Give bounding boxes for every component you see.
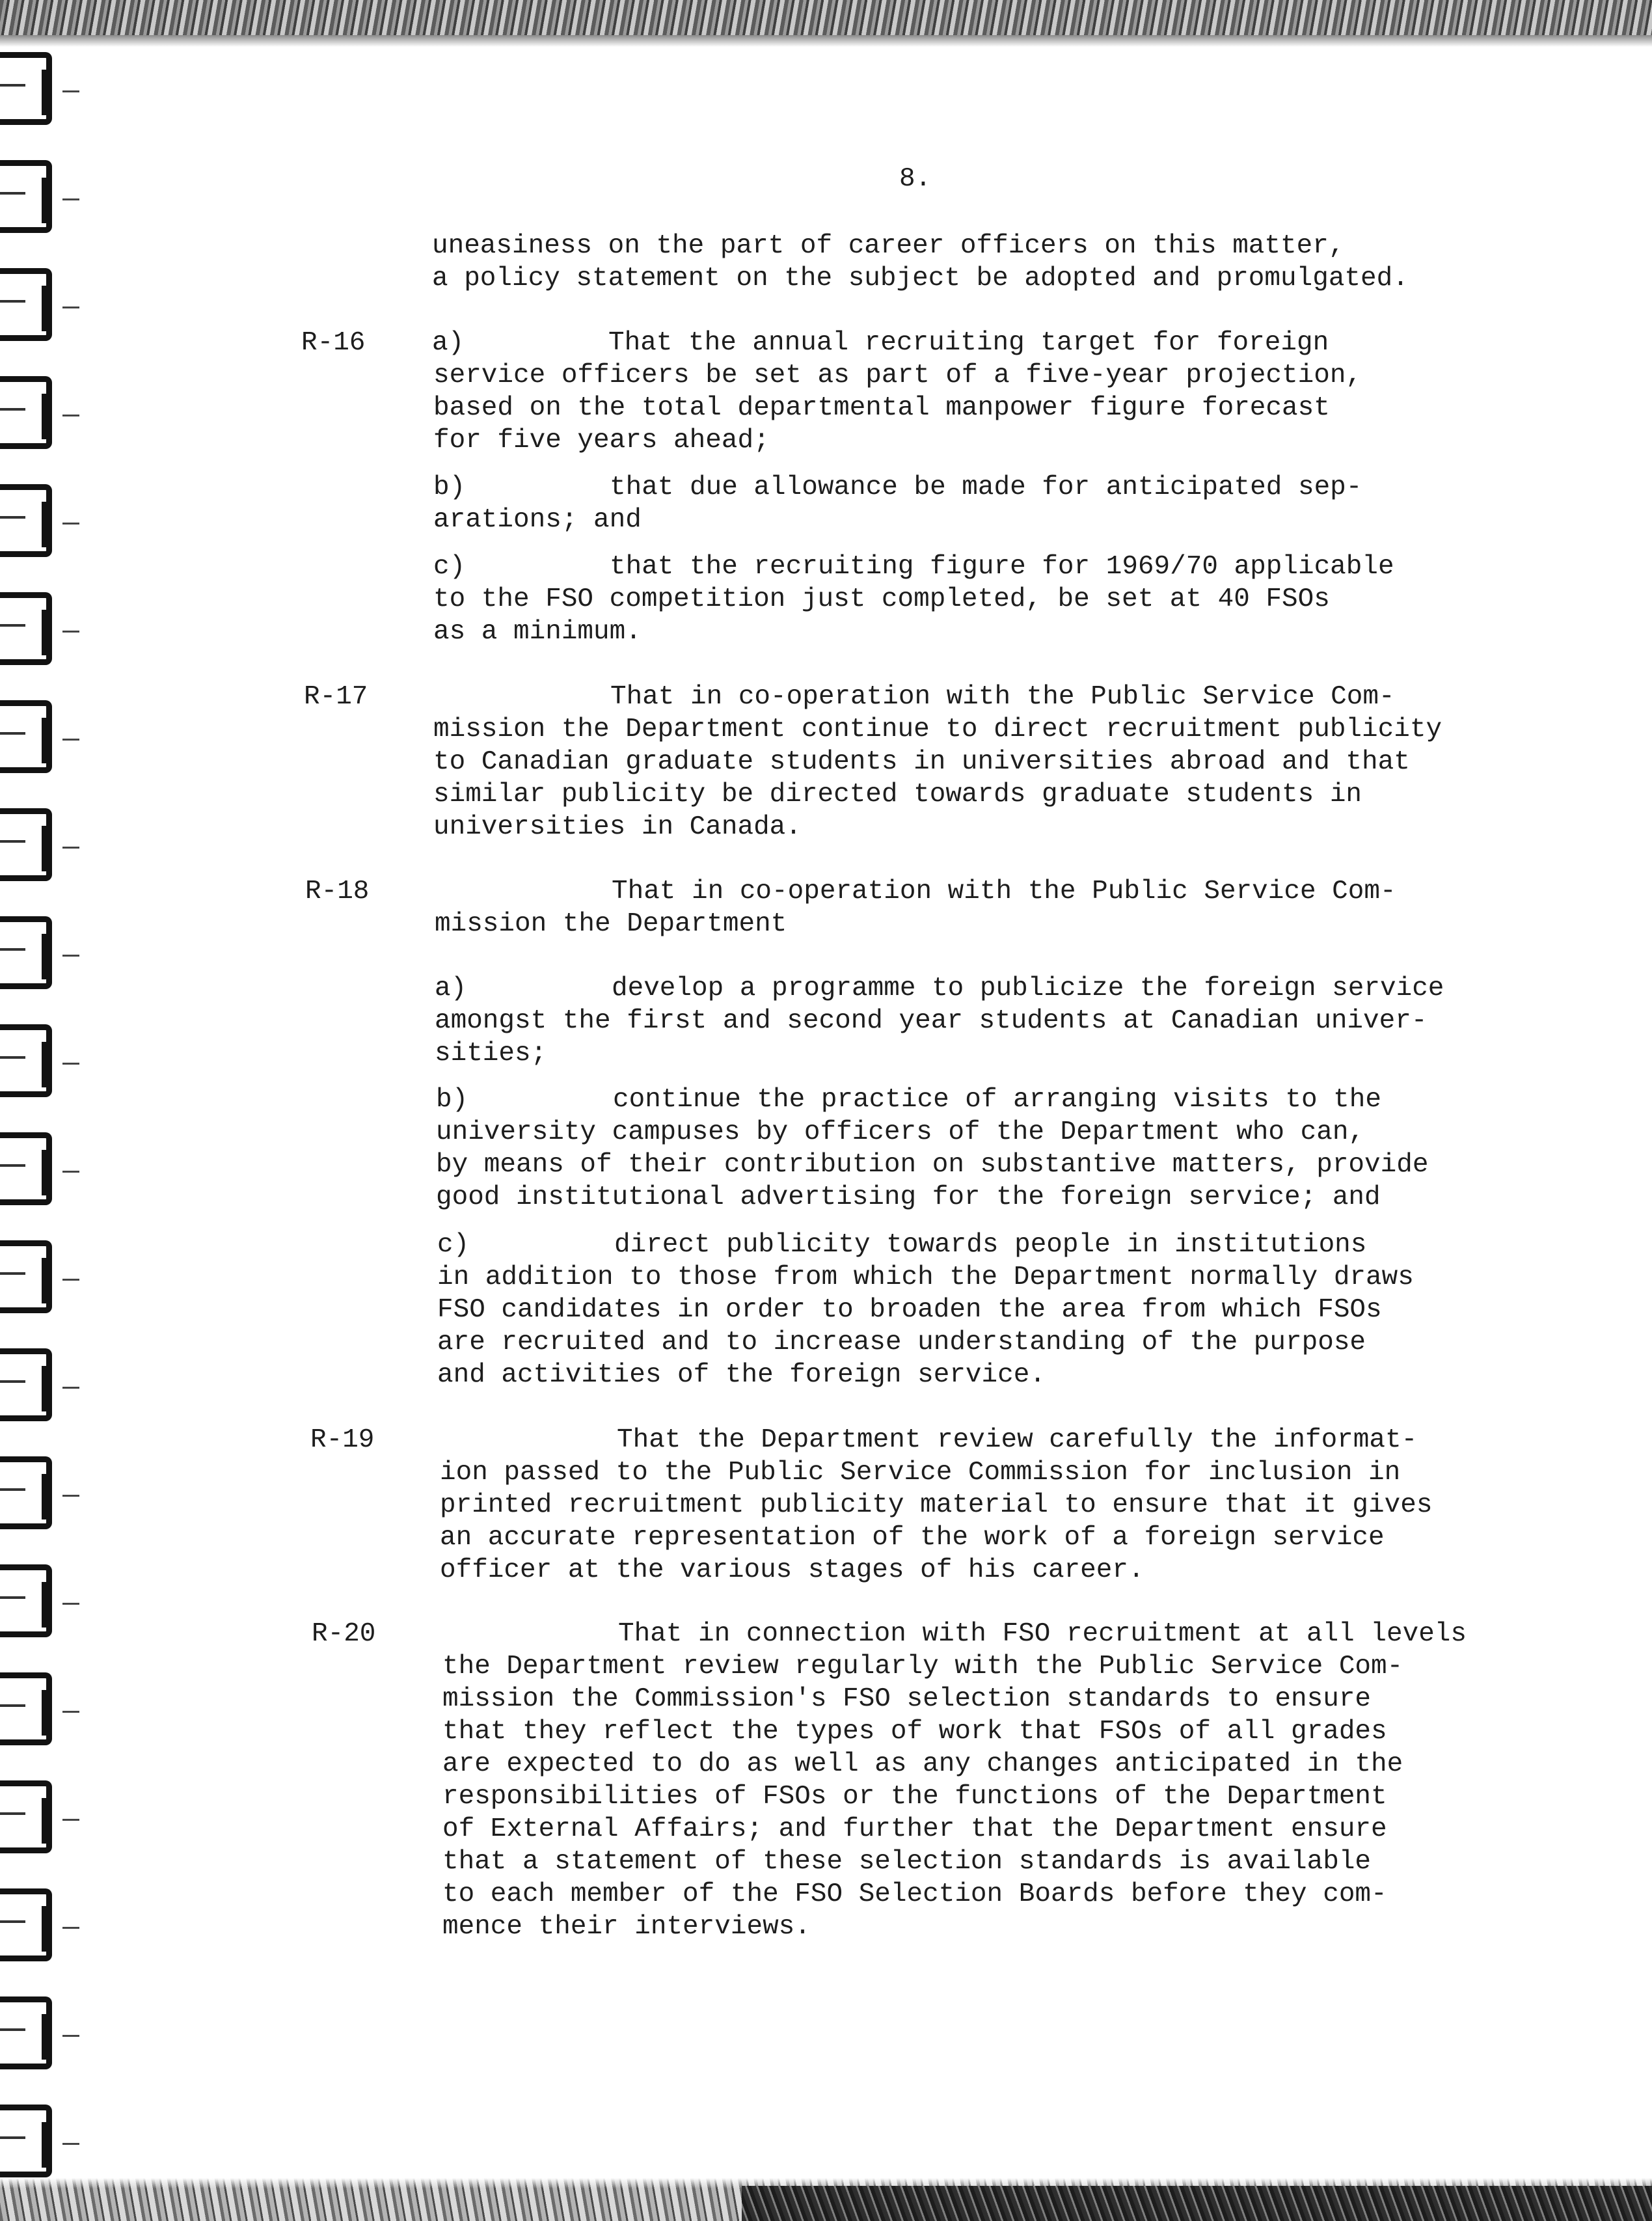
binding-ring-tick — [62, 739, 79, 741]
paragraph-marker: c) — [433, 552, 466, 582]
binding-ring-tick — [62, 847, 79, 849]
recommendation-line: That in connection with FSO recruitment at all levels — [618, 1619, 1467, 1649]
binding-ring-stub — [0, 1056, 25, 1059]
binding-ring-tab — [42, 826, 52, 871]
recommendation-line: printed recruitment publicity material to ensure that it gives — [440, 1490, 1433, 1520]
spiral-binding — [0, 52, 91, 2173]
binding-ring — [0, 1780, 52, 1853]
recommendation-line: direct publicity towards people in institutions — [614, 1230, 1367, 1260]
recommendation-line: responsibilities of FSOs or the functions of the Department — [442, 1782, 1387, 1812]
recommendation-line: to each member of the FSO Selection Boards before they com- — [442, 1879, 1387, 1909]
recommendation-line: that they reflect the types of work that FSOs of all grades — [442, 1717, 1387, 1747]
binding-ring-tick — [62, 1387, 79, 1389]
binding-ring — [0, 52, 52, 125]
binding-ring — [0, 916, 52, 989]
binding-ring — [0, 1672, 52, 1745]
binding-ring-stub — [0, 1164, 25, 1167]
binding-ring-tick — [62, 1495, 79, 1497]
scan-edge-top — [0, 0, 1652, 47]
binding-ring — [0, 1132, 52, 1205]
binding-ring-tab — [42, 1906, 52, 1952]
recommendation-label: R-16 — [301, 328, 366, 358]
recommendation-line: That in co-operation with the Public Service Com- — [610, 682, 1395, 712]
binding-ring-tab — [42, 1150, 52, 1195]
recommendation-line: That in co-operation with the Public Service Com- — [612, 877, 1396, 906]
recommendation-line: that due allowance be made for anticipated sep- — [610, 472, 1362, 502]
binding-ring-tab — [42, 286, 52, 331]
binding-ring-tab — [42, 394, 52, 439]
recommendation-line: service officers be set as part of a five-year projection, — [433, 361, 1362, 390]
binding-ring-tab — [42, 1366, 52, 1411]
paragraph-marker: b) — [436, 1085, 468, 1115]
binding-ring-stub — [0, 516, 25, 519]
paragraph-marker: a) — [435, 974, 467, 1003]
recommendation-label: R-20 — [312, 1619, 376, 1649]
recommendation-line: that a statement of these selection standards is available — [442, 1847, 1372, 1877]
binding-ring-tab — [42, 718, 52, 763]
recommendation-line: to Canadian graduate students in universities abroad and that — [433, 747, 1410, 777]
binding-ring-tick — [62, 415, 79, 416]
recommendation-line: to the FSO competition just completed, be set at 40 FSOs — [433, 584, 1330, 614]
binding-ring-stub — [0, 624, 25, 627]
binding-ring-tick — [62, 1279, 79, 1281]
recommendation-line: mission the Commission's FSO selection standards to ensure — [442, 1684, 1372, 1714]
recommendation-label: R-19 — [310, 1425, 375, 1455]
binding-ring — [0, 1888, 52, 1961]
recommendation-line: amongst the first and second year students at Canadian univer- — [435, 1006, 1428, 1036]
binding-ring-tick — [62, 1171, 79, 1173]
binding-ring — [0, 1564, 52, 1637]
scan-edge-shadow — [742, 2186, 1652, 2221]
binding-ring-tab — [42, 1690, 52, 1736]
binding-ring — [0, 1996, 52, 2069]
binding-ring-stub — [0, 192, 25, 195]
recommendation-line: are recruited and to increase understanding of the purpose — [437, 1328, 1366, 1357]
recommendation-line: ion passed to the Public Service Commission for inclusion in — [440, 1458, 1401, 1488]
binding-ring — [0, 808, 52, 881]
recommendation-line: as a minimum. — [433, 617, 642, 647]
scan-edge-bottom — [0, 2178, 1652, 2221]
binding-ring-tab — [42, 2122, 52, 2168]
recommendation-line: officer at the various stages of his career. — [440, 1555, 1144, 1585]
binding-ring-tick — [62, 631, 79, 633]
recommendation-line: that the recruiting figure for 1969/70 applicable — [610, 552, 1394, 582]
recommendation-line: similar publicity be directed towards graduate students in — [433, 780, 1362, 810]
binding-ring-tab — [42, 934, 52, 979]
binding-ring-tab — [42, 70, 52, 115]
recommendation-line: sities; — [435, 1039, 547, 1069]
binding-ring-tick — [62, 90, 79, 92]
recommendation-line: FSO candidates in order to broaden the area from which FSOs — [437, 1295, 1382, 1325]
binding-ring-stub — [0, 1812, 25, 1815]
binding-ring — [0, 160, 52, 233]
intro-line: uneasiness on the part of career officers on this matter, — [432, 231, 1345, 261]
binding-ring-stub — [0, 300, 25, 303]
binding-ring — [0, 1024, 52, 1097]
recommendation-line: are expected to do as well as any changes anticipated in the — [442, 1749, 1403, 1779]
binding-ring — [0, 700, 52, 773]
recommendation-line: based on the total departmental manpower figure forecast — [433, 393, 1330, 423]
binding-ring-stub — [0, 840, 25, 843]
binding-ring-tab — [42, 1474, 52, 1519]
binding-ring — [0, 1240, 52, 1313]
binding-ring — [0, 2105, 52, 2177]
recommendation-line: good institutional advertising for the foreign service; and — [436, 1182, 1381, 1212]
binding-ring-tick — [62, 307, 79, 308]
binding-ring-stub — [0, 948, 25, 951]
binding-ring-tab — [42, 1582, 52, 1628]
binding-ring-tick — [62, 523, 79, 525]
binding-ring-tick — [62, 1711, 79, 1713]
binding-ring-tab — [42, 502, 52, 547]
binding-ring-stub — [0, 1380, 25, 1383]
binding-ring-stub — [0, 84, 25, 87]
binding-ring-tick — [62, 955, 79, 957]
binding-ring-stub — [0, 1704, 25, 1707]
recommendation-line: mission the Department continue to direct recruitment publicity — [433, 715, 1442, 744]
recommendation-line: arations; and — [433, 505, 642, 535]
binding-ring-tab — [42, 1042, 52, 1087]
recommendation-line: develop a programme to publicize the foreign service — [612, 974, 1444, 1003]
binding-ring-tick — [62, 1927, 79, 1929]
intro-line: a policy statement on the subject be adopted and promulgated. — [432, 264, 1409, 293]
binding-ring-tick — [62, 1063, 79, 1065]
recommendation-line: That the annual recruiting target for foreign — [608, 328, 1329, 358]
binding-ring-tab — [42, 1258, 52, 1303]
recommendation-line: an accurate representation of the work of a foreign service — [440, 1523, 1385, 1553]
binding-ring-stub — [0, 1272, 25, 1275]
binding-ring — [0, 268, 52, 341]
binding-ring-tick — [62, 198, 79, 200]
recommendation-line: continue the practice of arranging visits to the — [613, 1085, 1381, 1115]
recommendation-line: That the Department review carefully the informat- — [617, 1425, 1418, 1455]
recommendation-label: R-17 — [304, 682, 368, 712]
recommendation-line: mission the Department — [435, 909, 787, 939]
paragraph-marker: c) — [437, 1230, 470, 1260]
binding-ring-tick — [62, 1819, 79, 1821]
binding-ring — [0, 1348, 52, 1421]
binding-ring-stub — [0, 2028, 25, 2031]
binding-ring-tick — [62, 1603, 79, 1605]
binding-ring-tick — [62, 2035, 79, 2037]
recommendation-line: the Department review regularly with the Public Service Com- — [442, 1652, 1403, 1682]
paragraph-marker: a) — [432, 328, 465, 358]
recommendation-label: R-18 — [305, 877, 370, 906]
binding-ring-stub — [0, 1488, 25, 1491]
binding-ring — [0, 484, 52, 557]
binding-ring-stub — [0, 408, 25, 411]
recommendation-line: in addition to those from which the Department normally draws — [437, 1262, 1414, 1292]
recommendation-line: by means of their contribution on substantive matters, provide — [436, 1150, 1429, 1180]
paragraph-marker: b) — [433, 472, 466, 502]
binding-ring — [0, 376, 52, 449]
recommendation-line: of External Affairs; and further that the Department ensure — [442, 1814, 1387, 1844]
recommendation-line: and activities of the foreign service. — [437, 1360, 1046, 1390]
binding-ring — [0, 1456, 52, 1529]
binding-ring-tab — [42, 2014, 52, 2060]
binding-ring-stub — [0, 2136, 25, 2139]
page-number: 8. — [899, 164, 932, 194]
binding-ring-stub — [0, 732, 25, 735]
binding-ring — [0, 592, 52, 665]
binding-ring-tab — [42, 1798, 52, 1844]
binding-ring-tick — [62, 2143, 79, 2145]
recommendation-line: university campuses by officers of the Department who can, — [436, 1117, 1365, 1147]
recommendation-line: mence their interviews. — [442, 1912, 811, 1942]
recommendation-line: for five years ahead; — [433, 426, 770, 456]
recommendation-line: universities in Canada. — [433, 812, 802, 842]
binding-ring-stub — [0, 1596, 25, 1599]
binding-ring-stub — [0, 1920, 25, 1923]
binding-ring-tab — [42, 178, 52, 223]
binding-ring-tab — [42, 610, 52, 655]
